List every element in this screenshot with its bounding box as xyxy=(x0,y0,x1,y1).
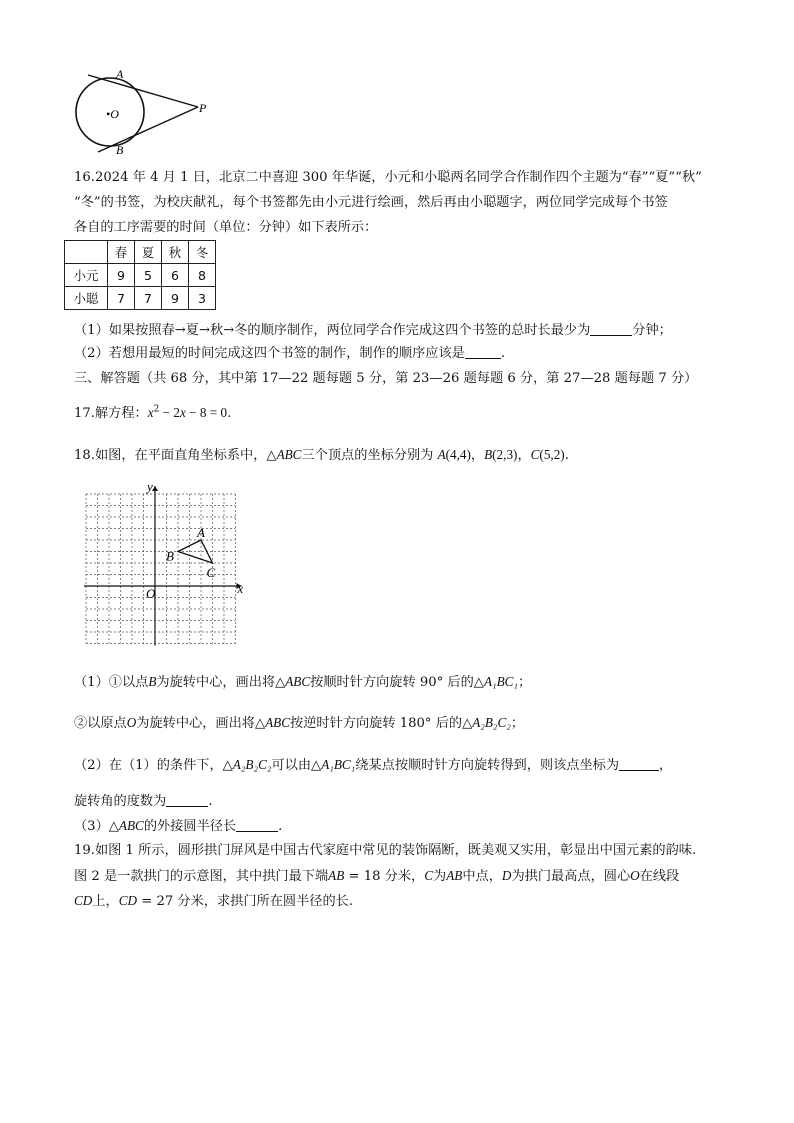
q16-line1: 16.2024 年 4 月 1 日，北京二中喜迎 300 年华诞，小元和小聪两名同学合作制作四个主题为“春”“夏”“秋” xyxy=(74,170,702,185)
q18-sub4-text: 的外接圆半径长 xyxy=(143,819,237,834)
q18-sub3-text: （2）在（1）的条件下，△ xyxy=(74,758,233,773)
answer-blank[interactable] xyxy=(619,757,659,771)
answer-blank[interactable] xyxy=(236,818,278,832)
q17-mid: − 2 xyxy=(159,405,180,420)
q17-exp: 2 xyxy=(153,404,160,415)
x-axis-label: x xyxy=(237,581,244,596)
table-header-row xyxy=(65,241,216,264)
q18-sub1-end: ； xyxy=(518,675,532,690)
table-cell: 小聪 xyxy=(65,287,108,310)
table-cell: 3 xyxy=(189,287,216,310)
q18-sub3-text: 可以由△ xyxy=(271,758,322,773)
table-cell: 秋 xyxy=(162,241,189,264)
q16-sub2-end: . xyxy=(500,346,506,361)
q18-sub3-sep: ， xyxy=(659,758,673,773)
q18-text: 18.如图，在平面直角坐标系中，△ xyxy=(74,448,277,463)
q19-text: 为 xyxy=(433,869,447,884)
q18-sub2 xyxy=(74,714,524,733)
q19-text: = 27 分米，求拱门所在圆半径的长. xyxy=(137,894,354,909)
table-cell xyxy=(65,241,108,264)
q18-stem xyxy=(74,446,569,465)
q18-sub4 xyxy=(74,817,282,836)
segment-ab: AB xyxy=(328,868,345,883)
q19-text: 中点， xyxy=(462,869,502,884)
answer-blank[interactable] xyxy=(590,322,632,336)
q17 xyxy=(74,404,231,423)
table-cell: 7 xyxy=(135,287,162,310)
table-row xyxy=(65,287,216,310)
segment-cd: CD xyxy=(118,893,138,908)
label-b: B xyxy=(116,143,124,157)
label-o: •O xyxy=(106,107,119,121)
end-dot: . xyxy=(564,448,569,463)
section-title: 三、解答题（共 68 分，其中第 17—22 题每题 5 分，第 23—26 题每题 6 分，第 27—28 题每题 7 分） xyxy=(74,371,698,386)
label-p: P xyxy=(199,101,207,115)
q18-sub2-text: 按逆时针方向旋转 180° 后的△ xyxy=(290,716,473,731)
sep: ， xyxy=(517,448,531,463)
q18-sub2-text: 为旋转中心，画出将△ xyxy=(136,716,266,731)
table-cell: 7 xyxy=(108,287,135,310)
point-c-label: C xyxy=(206,565,216,580)
triangle-abc: ABC xyxy=(118,818,144,833)
q18-sub3b xyxy=(74,793,213,811)
q19-text: 图 2 是一款拱门的示意图，其中拱门最下端 xyxy=(74,869,329,884)
q18-sub3-text: 绕某点按顺时针方向旋转得到，则该点坐标为 xyxy=(355,758,620,773)
q16-sub2-text: （2）若想用最短的时间完成这四个书签的制作，制作的顺序应该是 xyxy=(74,346,465,361)
answer-blank[interactable] xyxy=(465,345,501,359)
point-a: A xyxy=(437,447,446,462)
point-b: B xyxy=(148,674,157,689)
triangle-abc: ABC xyxy=(285,674,311,689)
table-cell: 9 xyxy=(162,287,189,310)
point-o: O xyxy=(126,715,137,730)
q16-sub1-unit: 分钟； xyxy=(632,323,672,338)
q17-end: . xyxy=(227,406,232,421)
q17-tail: − 8 = 0 xyxy=(185,405,228,420)
segment-ab: AB xyxy=(446,868,463,883)
coordinate-grid-figure xyxy=(78,482,250,654)
q17-prefix: 17.解方程： xyxy=(74,406,148,421)
table-cell: 5 xyxy=(135,264,162,287)
q18-sub1-text: 按顺时针方向旋转 90° 后的△ xyxy=(310,675,484,690)
table-cell: 夏 xyxy=(135,241,162,264)
work-time-table xyxy=(64,240,216,310)
table-cell: 8 xyxy=(189,264,216,287)
q19-text: = 18 分米， xyxy=(344,869,425,884)
q19-text: 为拱门最高点，圆心 xyxy=(511,869,631,884)
q19-text: 上， xyxy=(92,894,119,909)
triangle-abc: ABC xyxy=(265,715,291,730)
triangle-a1bc1: A₁BC₁ xyxy=(483,674,519,689)
q18-sub3-end: . xyxy=(208,794,213,809)
q19-line1: 19.如图 1 所示，圆形拱门屏风是中国古代家庭中常见的装饰隔断，既美观又实用，彰显出中国元素的韵味. xyxy=(74,843,697,858)
q16-sub1 xyxy=(74,322,672,340)
q18-text: 三个顶点的坐标分别为 xyxy=(301,448,434,463)
q18-sub4-end: . xyxy=(278,819,283,834)
point-c: C xyxy=(424,868,434,883)
table-cell: 9 xyxy=(108,264,135,287)
q16-line3: 各自的工序需要的时间（单位：分钟）如下表所示： xyxy=(74,220,378,235)
q19-line3 xyxy=(74,892,353,911)
q16-line2: “冬”的书签，为校庆献礼，每个书签都先由小元进行绘画，然后再由小聪题字，两位同学完成每个书签 xyxy=(74,195,668,210)
q19-text: 在线段 xyxy=(639,869,680,884)
q18-sub2-end: ； xyxy=(510,716,525,731)
point-c: C xyxy=(530,447,540,462)
origin-label: O xyxy=(146,586,156,601)
q17-var2: x xyxy=(179,405,186,420)
q18-sub4-text: （3）△ xyxy=(74,819,119,834)
coord-c: (5,2) xyxy=(539,447,565,462)
point-b: B xyxy=(484,447,493,462)
triangle-a1bc1: A₁BC₁ xyxy=(321,757,356,772)
answer-blank[interactable] xyxy=(166,793,208,807)
triangle-a2b2c2: A₂B₂C₂ xyxy=(232,757,272,772)
q18-sub2-text: ②以原点 xyxy=(74,716,127,731)
point-a-label: A xyxy=(197,525,205,540)
q16-sub1-text: （1）如果按照春→夏→秋→冬的顺序制作，两位同学合作完成这四个书签的总时长最少为 xyxy=(74,323,591,338)
table-row xyxy=(65,264,216,287)
q19-line2 xyxy=(74,867,679,886)
coord-a: (4,4) xyxy=(445,447,471,462)
triangle-a2b2c2: A₂B₂C₂ xyxy=(472,715,511,730)
coord-b: (2,3) xyxy=(492,447,518,462)
q18-sub3-text: 旋转角的度数为 xyxy=(74,794,167,809)
y-axis-arrow xyxy=(152,486,158,491)
q18-sub1 xyxy=(74,673,531,692)
label-a: A xyxy=(116,67,124,81)
segment-cd: CD xyxy=(74,893,93,908)
q18-triangle: ABC xyxy=(276,447,302,462)
table-cell: 小元 xyxy=(65,264,108,287)
q18-sub1-text: （1）①以点 xyxy=(74,675,149,690)
table-cell: 6 xyxy=(162,264,189,287)
sep: ， xyxy=(470,448,485,463)
q18-sub3 xyxy=(74,756,672,775)
table-cell: 春 xyxy=(108,241,135,264)
q16-sub2 xyxy=(74,345,505,363)
point-o: O xyxy=(630,868,640,883)
y-axis-label: y xyxy=(147,482,153,494)
point-b-label: B xyxy=(166,548,174,564)
point-d: D xyxy=(501,868,512,883)
circle-tangent-figure xyxy=(70,66,220,158)
table-cell: 冬 xyxy=(189,241,216,264)
q17-var: x xyxy=(147,405,154,420)
q18-sub1-text: 为旋转中心，画出将△ xyxy=(156,675,286,690)
